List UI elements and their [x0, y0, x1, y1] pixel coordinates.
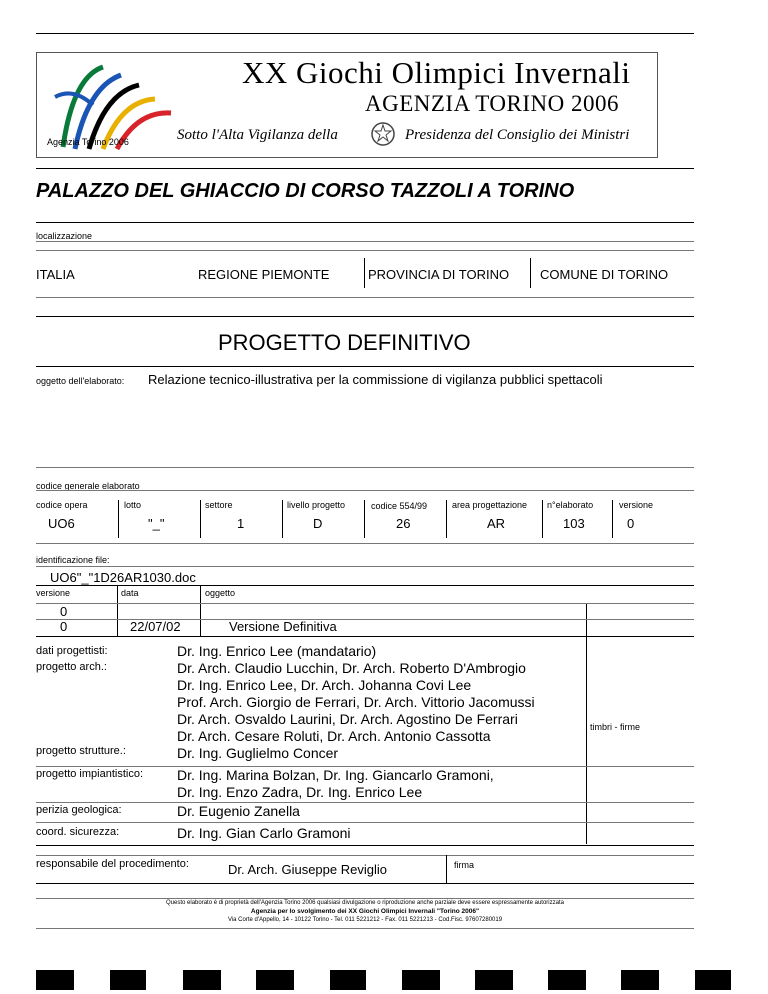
registration-block	[256, 970, 294, 990]
location-city: COMUNE DI TORINO	[540, 267, 669, 282]
version-row2-data: 22/07/02	[130, 619, 181, 634]
registration-block	[183, 970, 221, 990]
designer-line: Prof. Arch. Giorgio de Ferrari, Dr. Arch. Vittorio Jacomussi	[177, 694, 535, 710]
footer-address: Via Corte d'Appello, 14 - 10122 Torino - Tel. 011 5221212 - Fax. 011 5221213 - Cod.Fisc. 97607280019	[227, 917, 503, 923]
designer-line: Dr. Eugenio Zanella	[177, 803, 300, 819]
code-header-settore: settore	[205, 500, 233, 510]
subject-label: oggetto dell'elaborato:	[36, 376, 125, 386]
code-header-554: codice 554/99	[371, 501, 428, 511]
version-row2-oggetto: Versione Definitiva	[229, 619, 337, 634]
designer-line: Dr. Ing. Gian Carlo Gramoni	[177, 825, 351, 841]
file-id-value: UO6"_"1D26AR1030.doc	[50, 570, 196, 585]
version-row2-versione: 0	[60, 619, 68, 634]
version-header-versione: versione	[36, 588, 71, 598]
footer-agency: Agenzia per lo svolgimento dei XX Giochi Olimpici Invernali "Torino 2006"	[250, 908, 480, 915]
code-header-livello: livello progetto	[287, 500, 346, 510]
designer-line: Dr. Ing. Enrico Lee (mandatario)	[177, 643, 377, 659]
designer-line: Dr. Ing. Enzo Zadra, Dr. Ing. Enrico Lee	[177, 784, 423, 800]
logo-badge-text: Agenzia Torino 2006	[47, 137, 129, 147]
registration-block	[621, 970, 659, 990]
designer-line: Dr. Ing. Enrico Lee, Dr. Arch. Johanna Covi Lee	[177, 677, 472, 693]
registration-block	[330, 970, 366, 990]
code-header-opera: codice opera	[36, 500, 88, 510]
designers-sicurezza-label: coord. sicurezza:	[36, 826, 120, 838]
location-region: REGIONE PIEMONTE	[198, 267, 330, 282]
code-value-lotto: "_"	[148, 516, 165, 531]
code-value-versione: 0	[627, 516, 635, 531]
code-header-elaborato: n°elaborato	[547, 500, 594, 510]
code-header-area: area progettazione	[452, 500, 528, 510]
location-label: localizzazione	[36, 231, 93, 241]
designers-geologica-label: perizia geologica:	[36, 804, 122, 816]
designers-strutture-label: progetto strutture.:	[36, 745, 126, 757]
code-value-area: AR	[487, 516, 506, 531]
subject-value: Relazione tecnico-illustrativa per la commissione di vigilanza pubblici spettacoli	[148, 372, 603, 387]
responsabile-label: responsabile del procedimento:	[36, 858, 189, 870]
codes-section-label: codice generale elaborato	[36, 481, 140, 491]
designer-line: Dr. Arch. Osvaldo Laurini, Dr. Arch. Agostino De Ferrari	[177, 711, 518, 727]
file-id-label: identificazione file:	[36, 555, 110, 565]
code-value-opera: UO6	[48, 516, 75, 531]
document-title: PALAZZO DEL GHIACCIO DI CORSO TAZZOLI A TORINO	[36, 180, 575, 202]
registration-block	[36, 970, 74, 990]
footer-disclaimer: Questo elaborato è di proprietà dell'Agenzia Torino 2006 qualsiasi divulgazione o riproduzione anche parziale deve essere espressamente autorizzata	[166, 900, 564, 906]
header-logo-banner	[36, 52, 658, 158]
code-value-settore: 1	[237, 516, 245, 531]
code-value-554: 26	[396, 516, 411, 531]
version-header-oggetto: oggetto	[205, 588, 236, 598]
responsabile-value: Dr. Arch. Giuseppe Reviglio	[228, 862, 387, 877]
code-header-versione: versione	[619, 500, 654, 510]
timbri-firme-label: timbri - firme	[590, 722, 640, 732]
registration-block	[110, 970, 146, 990]
firma-label: firma	[454, 860, 474, 870]
logo-vigilanza-text: Sotto l'Alta Vigilanza della	[177, 127, 338, 143]
registration-block	[548, 970, 586, 990]
registration-block	[695, 970, 731, 990]
project-phase: PROGETTO DEFINITIVO	[218, 330, 471, 355]
version-row1-versione: 0	[60, 604, 68, 619]
designer-line: Dr. Ing. Marina Bolzan, Dr. Ing. Giancarlo Gramoni,	[177, 767, 494, 783]
location-province: PROVINCIA DI TORINO	[368, 267, 510, 282]
location-country: ITALIA	[36, 267, 75, 282]
designer-line: Dr. Arch. Claudio Lucchin, Dr. Arch. Roberto D'Ambrogio	[177, 660, 526, 676]
code-value-livello: D	[313, 516, 323, 531]
designer-line: Dr. Arch. Cesare Roluti, Dr. Arch. Antonio Cassotta	[177, 728, 491, 744]
logo-presidenza-text: Presidenza del Consiglio dei Ministri	[405, 127, 630, 143]
designers-impianti-label: progetto impiantistico:	[36, 768, 143, 780]
registration-block	[402, 970, 440, 990]
logo-subtitle: AGENZIA TORINO 2006	[365, 91, 619, 116]
registration-block	[475, 970, 513, 990]
code-header-lotto: lotto	[124, 500, 142, 510]
designer-line: Dr. Ing. Guglielmo Concer	[177, 745, 339, 761]
logo-title: XX Giochi Olimpici Invernali	[242, 55, 631, 90]
republic-emblem-icon	[370, 119, 396, 149]
designers-dati-label: dati progettisti:	[36, 645, 108, 657]
version-header-data: data	[121, 588, 139, 598]
designers-arch-label: progetto arch.:	[36, 661, 107, 673]
code-value-elaborato: 103	[563, 516, 585, 531]
